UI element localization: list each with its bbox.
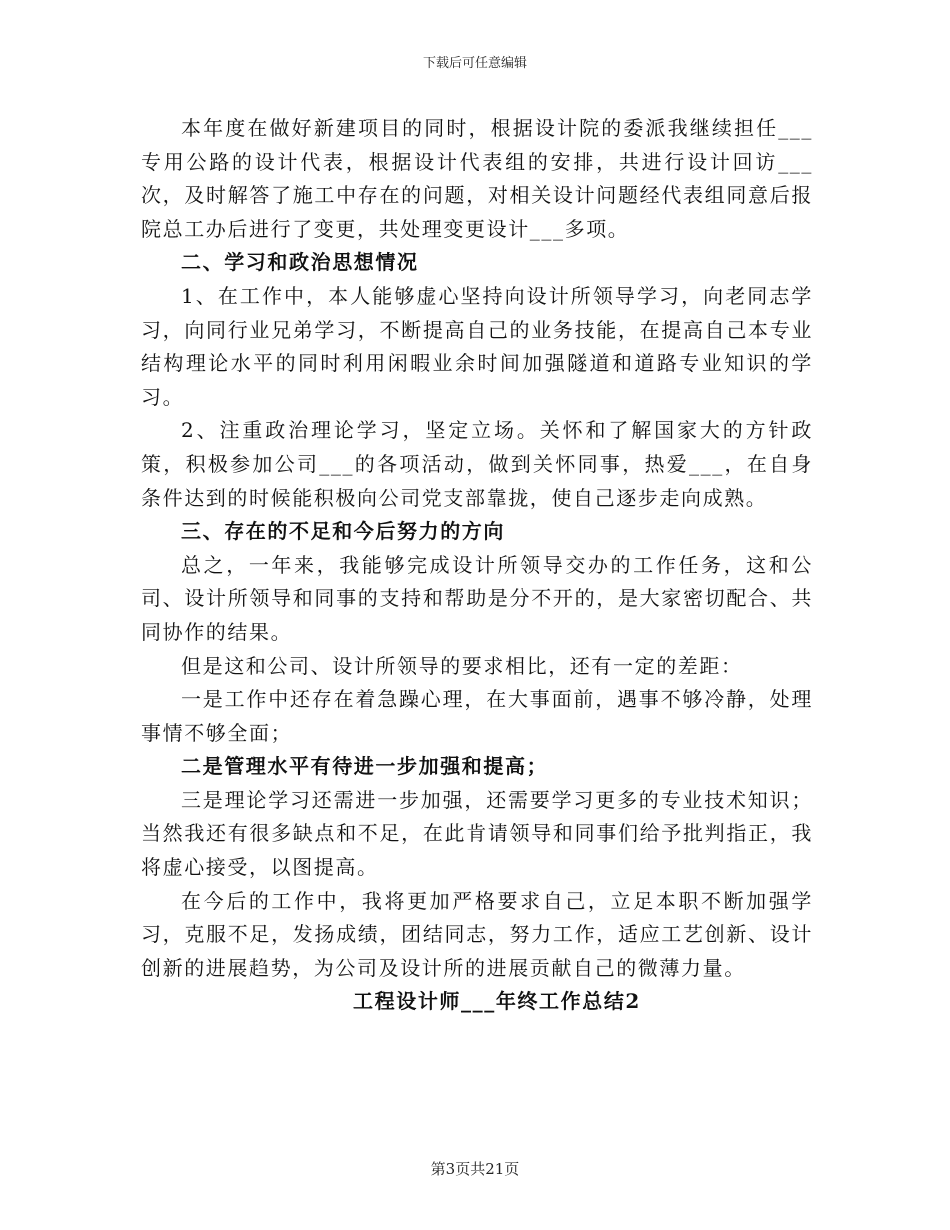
paragraph-study-2: 2、注重政治理论学习，坚定立场。关怀和了解国家大的方针政策，积极参加公司___的各项活动，做到关怀同事，热爱___，在自身条件达到的时候能积极向公司党支部靠拢，使自己逐步走向成熟。 — [141, 418, 813, 510]
page-header: 下载后可任意编辑 — [422, 56, 527, 71]
paragraph-issue-1: 一是工作中还存在着急躁心理，在大事面前，遇事不够冷静，处理事情不够全面； — [141, 687, 813, 745]
document-body — [141, 112, 813, 1019]
section-title: 工程设计师___年终工作总结2 — [353, 989, 641, 1014]
paragraph-future: 在今后的工作中，我将更加严格要求自己，立足本职不断加强学习，克服不足，发扬成绩，团结同志，努力工作，适应工艺创新、设计创新的进展趋势，为公司及设计所的进展贡献自己的微薄力量。 — [141, 888, 813, 980]
heading-issue-2: 二是管理水平有待进一步加强和提高； — [181, 754, 549, 779]
heading-study-politics: 二、学习和政治思想情况 — [181, 250, 419, 275]
paragraph-study-1: 1、在工作中，本人能够虚心坚持向设计所领导学习，向老同志学习，向同行业兄弟学习，不断提高自己的业务技能，在提高自己本专业结构理论水平的同时利用闲暇业余时间加强隧道和道路专业知识的学习。 — [141, 283, 813, 409]
paragraph-design-rep: 本年度在做好新建项目的同时，根据设计院的委派我继续担任___专用公路的设计代表，根据设计代表组的安排，共进行设计回访___次，及时解答了施工中存在的问题，对相关设计问题经代表组同意后报院总工办后进行了变更，共处理变更设计___多项。 — [141, 116, 813, 241]
paragraph-summary: 总之，一年来，我能够完成设计所领导交办的工作任务，这和公司、设计所领导和同事的支持和帮助是分不开的，是大家密切配合、共同协作的结果。 — [141, 552, 813, 644]
heading-shortcomings: 三、存在的不足和今后努力的方向 — [181, 519, 505, 544]
paragraph-gap: 但是这和公司、设计所领导的要求相比，还有一定的差距： — [181, 653, 743, 678]
paragraph-issue-3: 三是理论学习还需进一步加强，还需要学习更多的专业技术知识；当然我还有很多缺点和不足，在此肯请领导和同事们给予批判指正，我将虚心接受，以图提高。 — [141, 787, 813, 880]
page-footer: 第3页共21页 — [430, 1160, 520, 1178]
